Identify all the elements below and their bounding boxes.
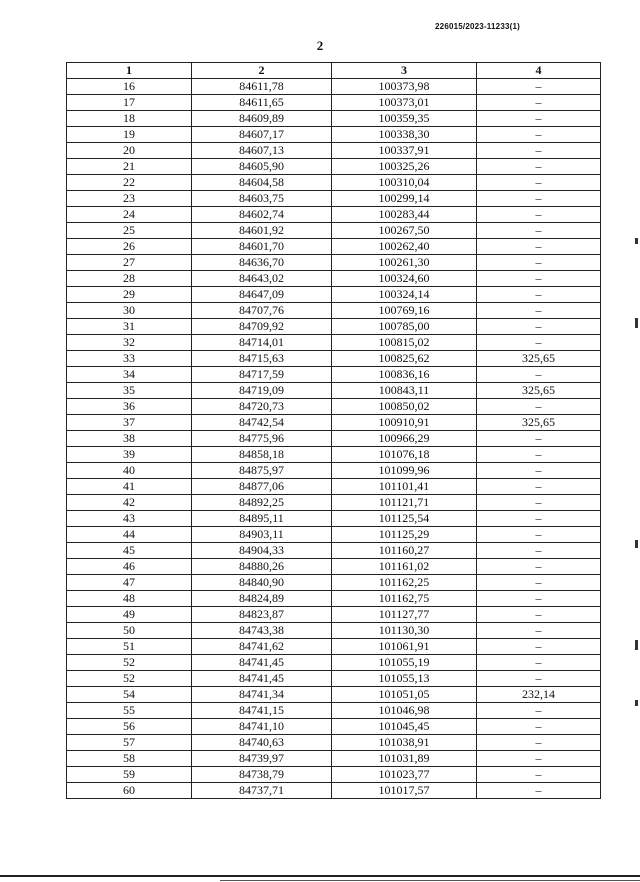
table-cell: 84741,15 [192,703,332,719]
table-cell: 84607,17 [192,127,332,143]
table-cell: 47 [67,575,192,591]
table-cell: 17 [67,95,192,111]
table-cell: 84740,63 [192,735,332,751]
table-cell: – [477,79,601,95]
table-cell: 84720,73 [192,399,332,415]
table-cell: 84609,89 [192,111,332,127]
table-cell: – [477,207,601,223]
table-cell: 101055,13 [332,671,477,687]
table-cell: 101162,25 [332,575,477,591]
table-cell: 100325,26 [332,159,477,175]
table-row [67,511,601,527]
table-cell: 55 [67,703,192,719]
table-cell: 84709,92 [192,319,332,335]
table-row [67,463,601,479]
table-cell: 100267,50 [332,223,477,239]
table-cell: 100310,04 [332,175,477,191]
column-header: 3 [332,63,477,79]
table-row [67,607,601,623]
table-cell: 84647,09 [192,287,332,303]
table-cell: 31 [67,319,192,335]
table-cell: – [477,623,601,639]
table-cell: 52 [67,671,192,687]
table-row [67,175,601,191]
coordinates-table [66,62,601,799]
table-cell: 101045,45 [332,719,477,735]
table-row [67,703,601,719]
table-cell: 100785,00 [332,319,477,335]
table-cell: 100769,16 [332,303,477,319]
table-cell: 84611,78 [192,79,332,95]
table-row [67,367,601,383]
table-row [67,591,601,607]
table-cell: 101099,96 [332,463,477,479]
table-cell: 101017,57 [332,783,477,799]
table-cell: 27 [67,255,192,271]
table-cell: – [477,399,601,415]
table-cell: – [477,271,601,287]
table-row [67,335,601,351]
table-cell: – [477,719,601,735]
table-cell: 100324,14 [332,287,477,303]
table-cell: 100966,29 [332,431,477,447]
scan-edge-mark [635,640,638,650]
table-cell: 100825,62 [332,351,477,367]
table-cell: 100373,01 [332,95,477,111]
table-row [67,735,601,751]
table-row [67,191,601,207]
table-cell: 42 [67,495,192,511]
table-cell: 101160,27 [332,543,477,559]
table-cell: – [477,639,601,655]
table-cell: 84877,06 [192,479,332,495]
table-cell: 24 [67,207,192,223]
scan-edge-mark [635,540,638,548]
table-row [67,751,601,767]
table-cell: 325,65 [477,351,601,367]
table-cell: – [477,607,601,623]
table-cell: 84741,62 [192,639,332,655]
table-cell: 21 [67,159,192,175]
table-row [67,495,601,511]
table-cell: 84603,75 [192,191,332,207]
table-row [67,399,601,415]
table-cell: 84904,33 [192,543,332,559]
table-cell: 46 [67,559,192,575]
table-cell: 58 [67,751,192,767]
table-row [67,127,601,143]
table-cell: – [477,479,601,495]
table-cell: 84636,70 [192,255,332,271]
table-cell: 101023,77 [332,767,477,783]
table-cell: – [477,111,601,127]
table-cell: 84741,45 [192,655,332,671]
table-cell: – [477,319,601,335]
table-cell: – [477,191,601,207]
table-cell: – [477,735,601,751]
table-cell: 84643,02 [192,271,332,287]
table-row [67,575,601,591]
table-cell: 19 [67,127,192,143]
table-cell: 325,65 [477,415,601,431]
table-cell: 100850,02 [332,399,477,415]
table-cell: – [477,303,601,319]
scan-edge-mark [635,238,638,244]
table-cell: 100324,60 [332,271,477,287]
table-cell: – [477,431,601,447]
table-cell: 101076,18 [332,447,477,463]
table-cell: 23 [67,191,192,207]
table-cell: 84719,09 [192,383,332,399]
table-cell: 100261,30 [332,255,477,271]
table-cell: – [477,127,601,143]
table-cell: 60 [67,783,192,799]
table-row [67,223,601,239]
table-header-row [67,63,601,79]
table-cell: 84741,34 [192,687,332,703]
table-cell: 84903,11 [192,527,332,543]
table-cell: 84875,97 [192,463,332,479]
table-row [67,559,601,575]
table-cell: 84823,87 [192,607,332,623]
table-row [67,767,601,783]
table-cell: 43 [67,511,192,527]
table-cell: 20 [67,143,192,159]
table-cell: 84743,38 [192,623,332,639]
table-cell: 18 [67,111,192,127]
table-cell: 33 [67,351,192,367]
table-row [67,303,601,319]
table-cell: 84605,90 [192,159,332,175]
table-cell: 101055,19 [332,655,477,671]
table-cell: – [477,767,601,783]
table-cell: 84714,01 [192,335,332,351]
table-row [67,111,601,127]
table-row [67,159,601,175]
table-cell: 35 [67,383,192,399]
table-cell: 101101,41 [332,479,477,495]
table-cell: 84715,63 [192,351,332,367]
table-row [67,95,601,111]
table-cell: 84601,70 [192,239,332,255]
table-cell: 29 [67,287,192,303]
table-cell: 101061,91 [332,639,477,655]
table-cell: 232,14 [477,687,601,703]
table-cell: 84858,18 [192,447,332,463]
table-cell: 100373,98 [332,79,477,95]
table-cell: 39 [67,447,192,463]
table-cell: – [477,783,601,799]
table-cell: 51 [67,639,192,655]
table-cell: 48 [67,591,192,607]
table-cell: 84738,79 [192,767,332,783]
table-row [67,431,601,447]
table-cell: 84824,89 [192,591,332,607]
table-cell: 84602,74 [192,207,332,223]
table-cell: 100262,40 [332,239,477,255]
scan-edge-mark [635,318,638,328]
table-cell: – [477,703,601,719]
table-row [67,79,601,95]
table-row [67,271,601,287]
table-cell: 59 [67,767,192,783]
table-row [67,383,601,399]
table-cell: – [477,527,601,543]
table-cell: – [477,575,601,591]
table-cell: 41 [67,479,192,495]
table-cell: 84607,13 [192,143,332,159]
table-cell: 100836,16 [332,367,477,383]
table-cell: 45 [67,543,192,559]
table-row [67,687,601,703]
table-row [67,623,601,639]
table-cell: 49 [67,607,192,623]
table-cell: 84601,92 [192,223,332,239]
table-cell: 101121,71 [332,495,477,511]
table-cell: – [477,335,601,351]
scan-edge-mark [635,700,638,706]
table-cell: 22 [67,175,192,191]
table-cell: 30 [67,303,192,319]
table-row [67,239,601,255]
table-cell: – [477,143,601,159]
table-cell: 325,65 [477,383,601,399]
table-cell: 100843,11 [332,383,477,399]
table-row [67,319,601,335]
table-cell: – [477,159,601,175]
document-id: 226015/2023-11233(1) [435,22,520,31]
table-row [67,207,601,223]
table-row [67,543,601,559]
table-cell: 100815,02 [332,335,477,351]
table-cell: – [477,543,601,559]
table-cell: 84741,10 [192,719,332,735]
table-cell: 84742,54 [192,415,332,431]
table-cell: 16 [67,79,192,95]
table-cell: 101161,02 [332,559,477,575]
table-cell: 54 [67,687,192,703]
table-cell: 84892,25 [192,495,332,511]
table-cell: 36 [67,399,192,415]
table-cell: 101162,75 [332,591,477,607]
table-cell: 84741,45 [192,671,332,687]
scan-edge-line [220,880,640,881]
table-cell: 101038,91 [332,735,477,751]
table-cell: 101046,98 [332,703,477,719]
table-cell: – [477,591,601,607]
table-cell: 84707,76 [192,303,332,319]
table-cell: 101051,05 [332,687,477,703]
table-row [67,415,601,431]
table-row [67,255,601,271]
table-cell: – [477,511,601,527]
table-cell: 38 [67,431,192,447]
table-cell: 40 [67,463,192,479]
table-cell: – [477,655,601,671]
table-cell: – [477,751,601,767]
table-row [67,143,601,159]
table-cell: 100299,14 [332,191,477,207]
table-cell: – [477,463,601,479]
table-cell: – [477,255,601,271]
column-header: 1 [67,63,192,79]
table-cell: – [477,559,601,575]
table-cell: 25 [67,223,192,239]
table-cell: 44 [67,527,192,543]
table-cell: 37 [67,415,192,431]
table-cell: 34 [67,367,192,383]
table-cell: 84775,96 [192,431,332,447]
table-row [67,655,601,671]
table-cell: – [477,287,601,303]
table-cell: 100337,91 [332,143,477,159]
table-row [67,671,601,687]
table-cell: 100283,44 [332,207,477,223]
table-cell: – [477,367,601,383]
table-cell: 50 [67,623,192,639]
table-cell: 101031,89 [332,751,477,767]
table-cell: – [477,95,601,111]
table-cell: 84737,71 [192,783,332,799]
table-cell: 84895,11 [192,511,332,527]
table-row [67,479,601,495]
table-cell: 101127,77 [332,607,477,623]
table-cell: 26 [67,239,192,255]
table-cell: 101125,54 [332,511,477,527]
table-cell: 84611,65 [192,95,332,111]
table-cell: – [477,223,601,239]
table-cell: 84880,26 [192,559,332,575]
table-cell: 57 [67,735,192,751]
table-cell: 84739,97 [192,751,332,767]
table-cell: 100359,35 [332,111,477,127]
table-cell: – [477,175,601,191]
table-cell: – [477,671,601,687]
column-header: 4 [477,63,601,79]
table-cell: 32 [67,335,192,351]
table-cell: 100910,91 [332,415,477,431]
page-number: 2 [316,38,324,53]
table-row [67,287,601,303]
table-cell: 84840,90 [192,575,332,591]
table-cell: 28 [67,271,192,287]
table-cell: 56 [67,719,192,735]
table-cell: – [477,447,601,463]
table-cell: – [477,495,601,511]
scan-edge-line [0,875,640,877]
table-cell: 100338,30 [332,127,477,143]
column-header: 2 [192,63,332,79]
table-cell: – [477,239,601,255]
table-row [67,527,601,543]
table-row [67,719,601,735]
table-row [67,351,601,367]
table-cell: 101125,29 [332,527,477,543]
table-cell: 84604,58 [192,175,332,191]
table-cell: 84717,59 [192,367,332,383]
table-row [67,783,601,799]
table-cell: 101130,30 [332,623,477,639]
table-row [67,639,601,655]
table-row [67,447,601,463]
table-cell: 52 [67,655,192,671]
